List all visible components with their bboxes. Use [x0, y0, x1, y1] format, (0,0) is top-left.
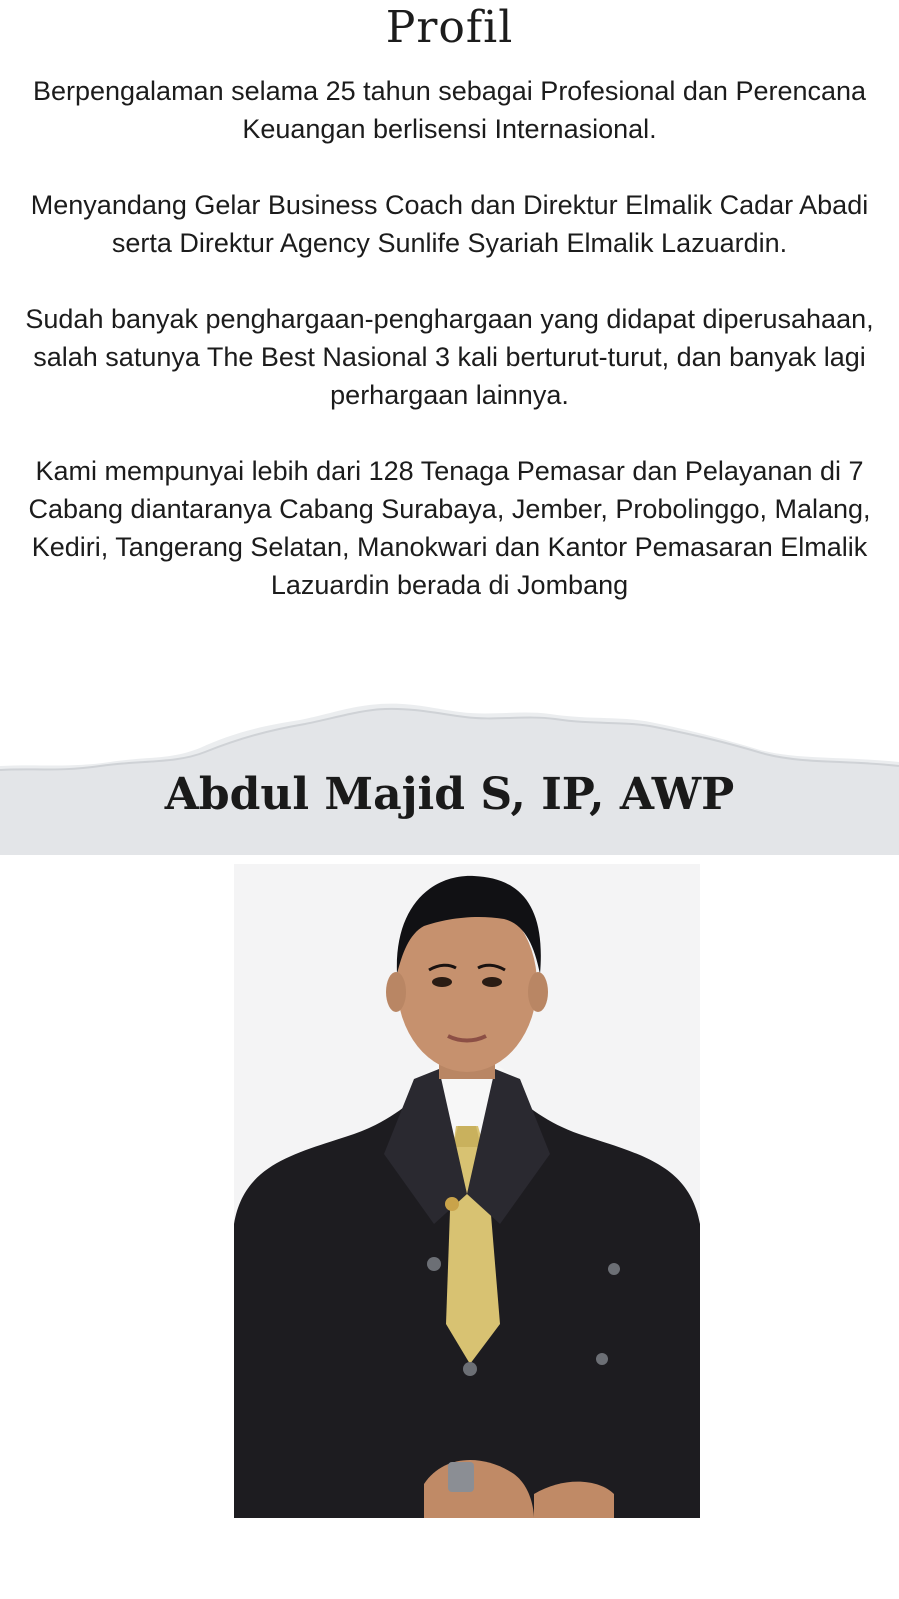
portrait-photo	[234, 864, 700, 1518]
profile-title: Profil	[385, 2, 514, 53]
profile-paragraph-awards: Sudah banyak penghargaan-penghargaan yang didapat diperusahaan, salah satunya The Best Nasional 3 kali berturut-turut, dan banyak lagi perhargaan lainnya.	[25, 304, 874, 410]
profile-paragraph-experience: Berpengalaman selama 25 tahun sebagai Profesional dan Perencana Keuangan berlisensi Internasional.	[32, 76, 867, 144]
person-name: Abdul Majid S, IP, AWP	[164, 769, 735, 820]
profile-description	[4, 72, 895, 642]
profile-paragraph-titles: Menyandang Gelar Business Coach dan Direktur Elmalik Cadar Abadi serta Direktur Agency Sunlife Syariah Elmalik Lazuardin.	[30, 190, 869, 258]
profile-paragraph-branches: Kami mempunyai lebih dari 128 Tenaga Pemasar dan Pelayanan di 7 Cabang diantaranya Cabang Surabaya, Jember, Probolinggo, Malang, Kediri, Tangerang Selatan, Manokwari dan Kantor Pemasaran Elmalik Lazuardin berada di Jombang	[28, 456, 871, 600]
